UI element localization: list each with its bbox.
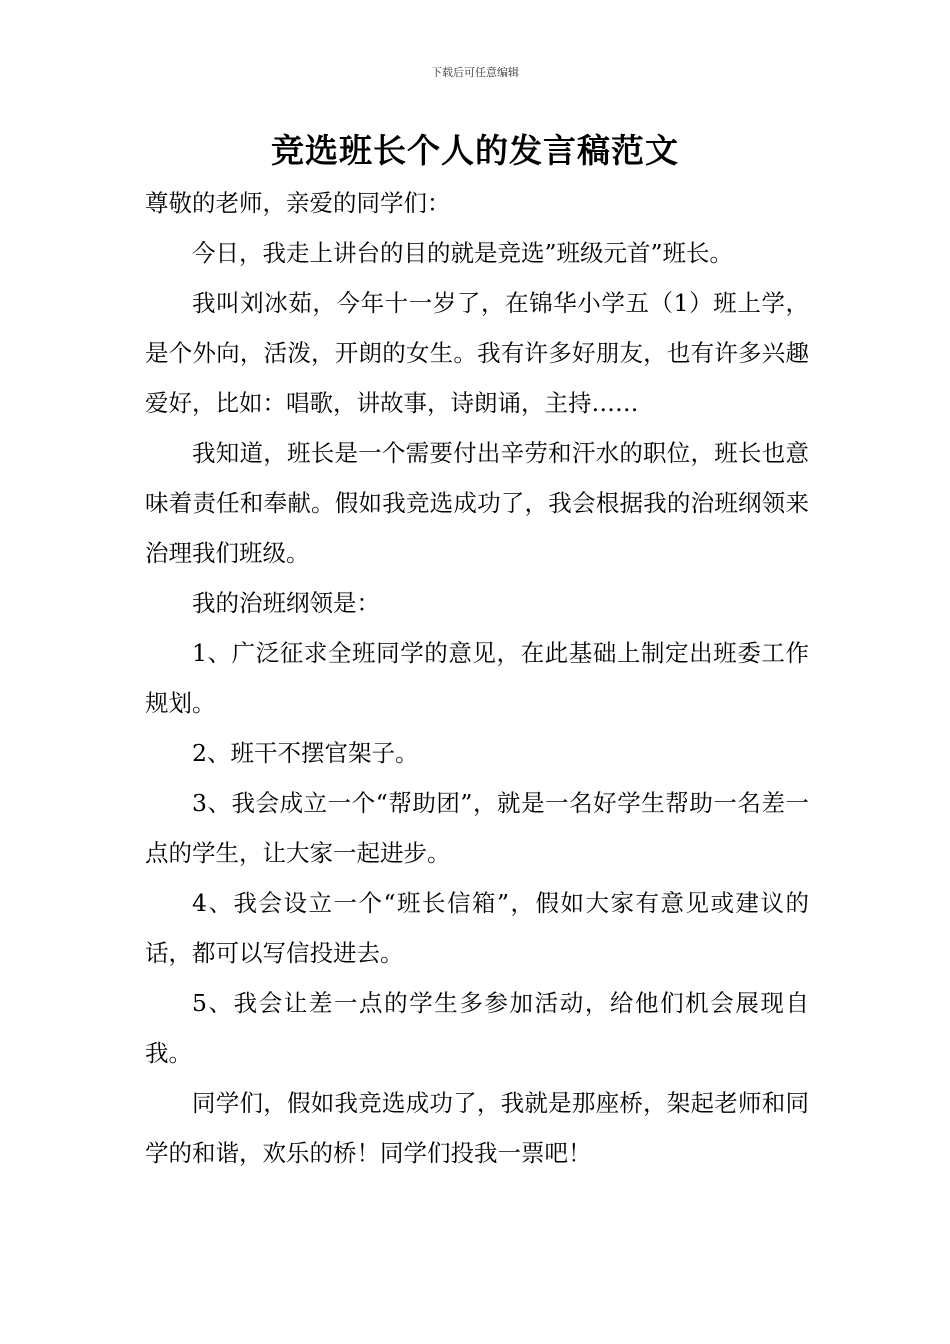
header-note: 下载后可任意编辑: [431, 66, 519, 79]
paragraph: 同学们，假如我竞选成功了，我就是那座桥，架起老师和同学的和谐，欢乐的桥！同学们投我一票吧！: [145, 1089, 809, 1167]
paragraph: 我的治班纲领是：: [192, 589, 380, 617]
paragraph: 2、班干不摆官架子。: [192, 739, 419, 767]
paragraph: 5、我会让差一点的学生多参加活动，给他们机会展现自我。: [145, 989, 809, 1067]
document-title: 竞选班长个人的发言稿范文: [271, 131, 679, 170]
document-body: [145, 178, 809, 1178]
paragraph: 3、我会成立一个“帮助团”，就是一名好学生帮助一名差一点的学生，让大家一起进步。: [145, 789, 809, 867]
paragraph: 4、我会设立一个“班长信箱”，假如大家有意见或建议的话，都可以写信投进去。: [145, 889, 809, 967]
salutation: 尊敬的老师，亲爱的同学们：: [145, 189, 451, 217]
paragraph: 我叫刘冰茹，今年十一岁了，在锦华小学五（1）班上学，是个外向，活泼，开朗的女生。我有许多好朋友，也有许多兴趣爱好，比如：唱歌，讲故事，诗朗诵，主持……: [145, 289, 809, 417]
paragraph: 1、广泛征求全班同学的意见，在此基础上制定出班委工作规划。: [145, 639, 809, 717]
paragraph: 今日，我走上讲台的目的就是竞选”班级元首”班长。: [192, 239, 734, 267]
paragraph: 我知道，班长是一个需要付出辛劳和汗水的职位，班长也意味着责任和奉献。假如我竞选成功了，我会根据我的治班纲领来治理我们班级。: [145, 439, 809, 567]
